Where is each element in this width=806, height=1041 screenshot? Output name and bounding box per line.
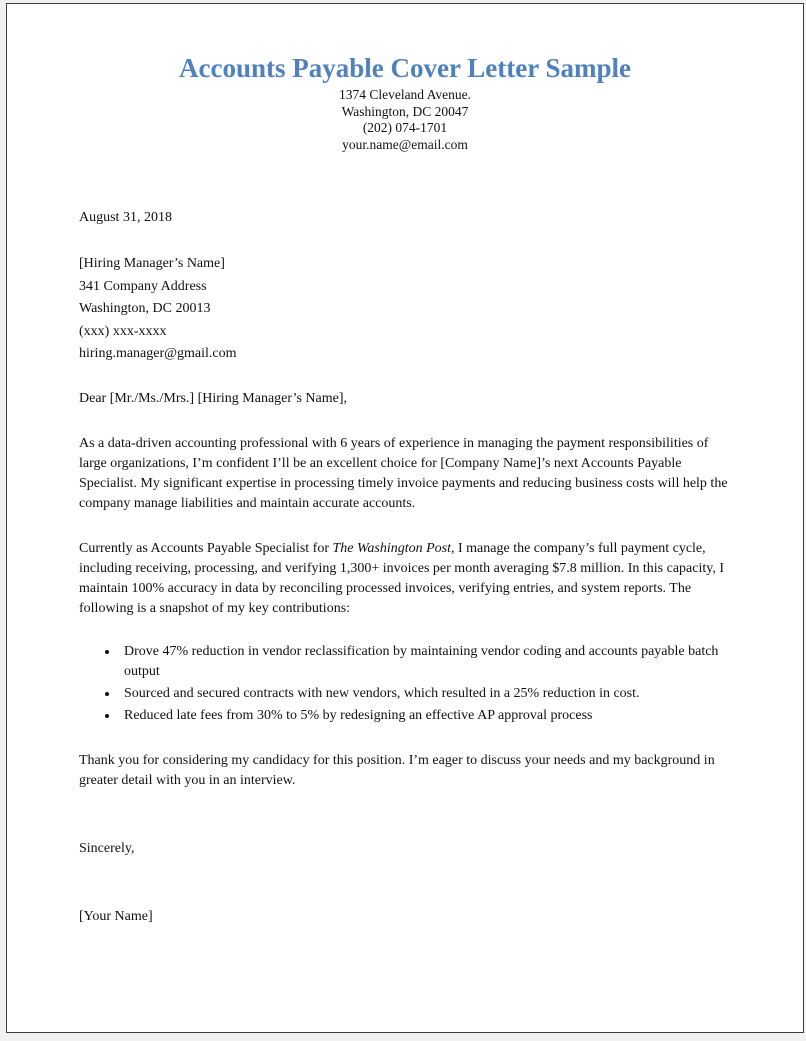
recipient-address: 341 Company Address bbox=[79, 278, 207, 294]
recipient-name: [Hiring Manager’s Name] bbox=[79, 256, 225, 271]
closing-paragraph: Thank you for considering my candidacy for this position. I’m eager to discuss your needs and my background in greater detail with you in an interview. bbox=[79, 752, 715, 788]
recipient-city: Washington, DC 20013 bbox=[79, 301, 211, 316]
letter-date: August 31, 2018 bbox=[79, 210, 172, 225]
body-paragraph-1: As a data-driven accounting professional with 6 years of experience in managing the payment responsibilities of large organizations, I’m confident I’ll be an excellent choice for [Company Name]’s next Accounts Payable Specialist. My significant expertise in processing timely invoice payments and reducing business costs will help the company manage liabilities and maintain accurate accounts. bbox=[79, 435, 728, 511]
paragraph-2-italic-publication: The Washington Post bbox=[332, 540, 451, 556]
recipient-phone: (xxx) xxx-xxxx bbox=[79, 323, 167, 339]
sender-email: your.name@email.com bbox=[342, 136, 468, 152]
recipient-email: hiring.manager@gmail.com bbox=[79, 346, 237, 361]
signature-placeholder: [Your Name] bbox=[79, 908, 153, 924]
recipient-block bbox=[79, 253, 731, 366]
list-item: • Reduced late fees from 30% to 5% by redesigning an effective AP approval process bbox=[119, 706, 731, 726]
sender-contact-block bbox=[79, 87, 731, 153]
paragraph-2-text-after: , I manage the company’s full payment cycle, including receiving, processing, and verifying 1,300+ invoices per month averaging $7.8 million. In this capacity, I maintain 100% accuracy in data by reconciling processed invoices, verifying entries, and system reports. The following is a snapshot of my key contributions: bbox=[79, 540, 724, 616]
list-item: • Drove 47% reduction in vendor reclassification by maintaining vendor coding and accounts payable batch output bbox=[119, 642, 731, 682]
sender-phone: (202) 074-1701 bbox=[362, 120, 448, 135]
paragraph-2-text-before: Currently as Accounts Payable Specialist for bbox=[79, 540, 333, 556]
sender-city-line: Washington, DC 20047 bbox=[341, 103, 469, 119]
sender-address-line: 1374 Cleveland Avenue. bbox=[338, 87, 472, 102]
body-paragraph-2 bbox=[79, 539, 731, 619]
salutation: Dear [Mr./Ms./Mrs.] [Hiring Manager’s Name], bbox=[79, 390, 348, 406]
document-page bbox=[6, 3, 804, 1033]
sign-off: Sincerely, bbox=[79, 840, 135, 856]
key-contributions-list bbox=[79, 642, 731, 726]
list-item: • Sourced and secured contracts with new vendors, which resulted in a 25% reduction in cost. bbox=[119, 684, 731, 704]
page-title: Accounts Payable Cover Letter Sample bbox=[179, 53, 631, 83]
letter-content bbox=[7, 52, 803, 927]
